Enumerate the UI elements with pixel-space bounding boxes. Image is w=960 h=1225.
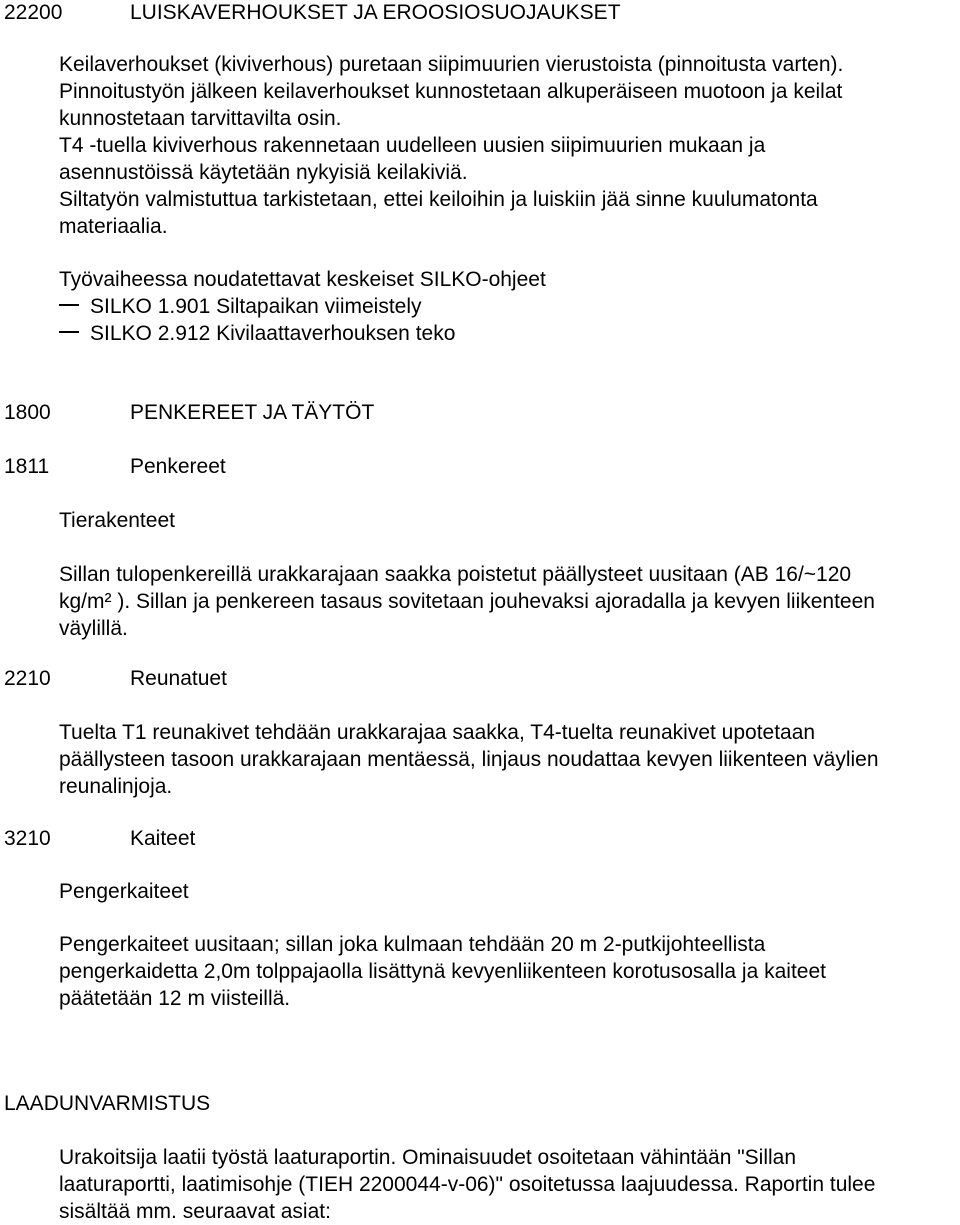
paragraph-line: T4 -tuella kiviverhous rakennetaan uudelleen uusien siipimuurien mukaan ja [59,134,766,157]
paragraph-reunatuet [59,719,879,800]
paragraph-line: väylillä. [59,617,128,640]
silko-list-item [45,293,455,320]
paragraph-line: Keilaverhoukset (kiviverhous) puretaan siipimuurien vierustoista (pinnoitusta varten). [59,53,844,76]
section-title-1811: Penkereet [130,455,226,478]
paragraph-pengerkaiteet [59,931,826,1012]
paragraph-line: materiaalia. [59,215,168,238]
section-number-22200: 22200 [4,1,63,24]
section-number-1811: 1811 [4,455,50,478]
paragraph-line: päällysteen tasoon urakkarajaan mentäessä, linjaus noudattaa kevyen liikenteen väylien [59,748,879,771]
silko-item-text: SILKO 2.912 Kivilaattaverhouksen teko [90,322,456,345]
paragraph-tulopenkereet [59,561,875,642]
silko-heading: Työvaiheessa noudatettavat keskeiset SILKO-ohjeet [59,268,546,291]
paragraph-line: pengerkaidetta 2,0m tolppajaolla lisättynä kevyenliikenteen korotusosalla ja kaiteet [59,960,826,983]
paragraph-line: Pinnoitustyön jälkeen keilaverhoukset kunnostetaan alkuperäiseen muotoon ja keilat [59,80,843,103]
section-number-1800: 1800 [4,401,51,424]
paragraph-line: päätetään 12 m viisteillä. [59,987,291,1010]
paragraph-laaturaportti [59,1144,875,1225]
paragraph-t4-tuella [59,132,765,186]
section-title-22200: LUISKAVERHOUKSET JA EROOSIOSUOJAUKSET [130,1,621,24]
section-title-1800: PENKEREET JA TÄYTÖT [130,401,375,424]
paragraph-keilaverhoukset [59,51,843,132]
paragraph-line: kunnostetaan tarvittavilta osin. [59,107,342,130]
paragraph-siltatyon [59,186,818,240]
paragraph-line: sisältää mm. seuraavat asiat: [59,1200,331,1223]
paragraph-line: Urakoitsija laatii työstä laaturaportin. Ominaisuudet osoitetaan vähintään "Sillan [59,1146,797,1169]
paragraph-line: laaturaportti, laatimisohje (TIEH 2200044-v-06)" osoitetussa laajuudessa. Raportin tulee [59,1173,876,1196]
silko-list [45,293,455,347]
paragraph-line: Sillan tulopenkereillä urakkarajaan saakka poistetut päällysteet uusitaan (AB 16/~120 [59,563,852,586]
section-number-2210: 2210 [4,667,51,690]
dash-bullet [59,331,79,333]
subsection-title-pengerkaiteet: Pengerkaiteet [59,880,189,903]
subsection-title-tierakenteet: Tierakenteet [59,509,175,532]
section-number-3210: 3210 [4,827,51,850]
paragraph-line: Siltatyön valmistuttua tarkistetaan, ettei keiloihin ja luiskiin jää sinne kuulumatonta [59,188,818,211]
paragraph-line: Pengerkaiteet uusitaan; sillan joka kulmaan tehdään 20 m 2-putkijohteellista [59,933,766,956]
section-title-2210: Reunatuet [130,667,227,690]
silko-item-text: SILKO 1.901 Siltapaikan viimeistely [90,295,422,318]
paragraph-line: reunalinjoja. [59,775,173,798]
paragraph-line: asennustöissä käytetään nykyisiä keilakiviä. [59,161,468,184]
paragraph-line: kg/m² ). Sillan ja penkereen tasaus sovitetaan jouhevaksi ajoradalla ja kevyen liikenteen [59,590,875,613]
section-title-laadunvarmistus: LAADUNVARMISTUS [4,1092,211,1115]
section-title-3210: Kaiteet [130,827,196,850]
paragraph-line: Tuelta T1 reunakivet tehdään urakkarajaa saakka, T4-tuelta reunakivet upotetaan [59,721,816,744]
dash-bullet [59,304,79,306]
silko-list-item [45,320,455,347]
